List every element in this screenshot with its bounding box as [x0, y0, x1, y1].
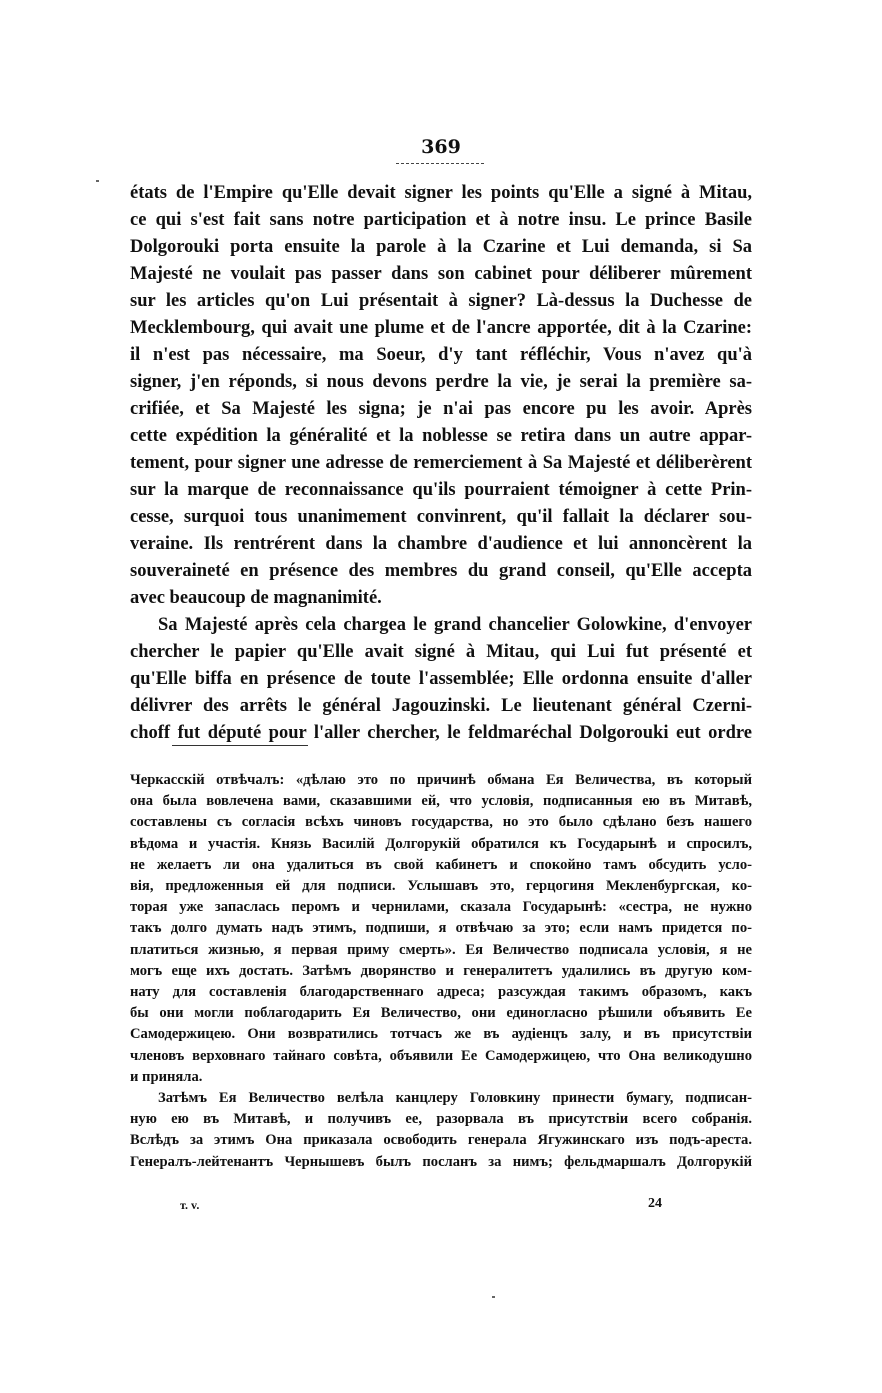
main-line: ce qui s'est fait sans notre participation et à notre insu. Le prince Basile — [130, 210, 752, 230]
main-line: il n'est pas nécessaire, ma Soeur, d'y tant réfléchir, Vous n'avez qu'à — [130, 345, 752, 365]
main-line: sur les articles qu'on Lui présentait à signer? Là-dessus la Duchesse de — [130, 291, 752, 311]
main-line: cesse, surquoi tous unanimement convinrent, qu'il fallait la déclarer sou- — [130, 507, 752, 527]
note-line: вія, предложенныя ей для подписи. Услышавъ это, герцогиня Мекленбургская, ко- — [130, 878, 752, 895]
main-line: états de l'Empire qu'Elle devait signer les points qu'Elle a signé à Mitau, — [130, 183, 752, 203]
scan-speck — [492, 1296, 495, 1298]
note-line: членовъ верховнаго тайнаго совѣта, объявили Ее Самодержицею, что Она великодушно — [130, 1047, 752, 1064]
sheet-number: 24 — [648, 1196, 662, 1211]
note-line: платиться жизнью, я первая приму смерть». Ея Величество подписала условія, я не — [130, 941, 752, 958]
notes-text — [130, 770, 752, 1173]
main-line: sur la marque de reconnaissance qu'ils pourraient témoigner à cette Prin- — [130, 480, 752, 500]
scan-speck — [96, 180, 99, 182]
note-line: вѣдома и участія. Князь Василій Долгорукій обратился къ Государынѣ и спросилъ, — [130, 835, 752, 852]
main-line: chercher le papier qu'Elle avait signé à Mitau, qui Lui fut présenté et — [130, 642, 752, 662]
note-line: Генералъ-лейтенантъ Чернышевъ былъ посланъ за нимъ; фельдмаршалъ Долгорукій — [130, 1153, 752, 1170]
note-line: торая уже запаслась перомъ и чернилами, сказала Государынѣ: «сестра, не нужно — [130, 899, 752, 916]
main-line: avec beaucoup de magnanimité. — [130, 588, 382, 608]
note-line: Самодержицею. Они возвратились тотчасъ же въ аудіенцъ залу, и въ присутствіи — [130, 1026, 752, 1043]
note-line: не желаетъ ли она удалиться въ свой кабинетъ и спокойно тамъ обсудить усло- — [130, 856, 752, 873]
main-line: cette expédition la généralité et la noblesse se retira dans un autre appar- — [130, 426, 752, 446]
main-line: tement, pour signer une adresse de remerciement à Sa Majesté et déliberèrent — [130, 453, 752, 473]
note-line: составлены съ согласія всѣхъ чиновъ государства, но это было сдѣлано безъ нашего — [130, 814, 752, 831]
main-line: Dolgorouki porta ensuite la parole à la Czarine et Lui demanda, si Sa — [130, 237, 752, 257]
main-line: Majesté ne voulait pas passer dans son cabinet pour déliberer mûrement — [130, 264, 752, 284]
signature-mark: т. v. — [180, 1198, 200, 1212]
main-line: Sa Majesté après cela chargea le grand chancelier Golowkine, d'envoyer — [158, 615, 752, 635]
page-number-rule — [396, 163, 484, 164]
main-line: veraine. Ils rentrérent dans la chambre d'audience et lui annoncèrent la — [130, 534, 752, 554]
main-text — [130, 180, 752, 747]
main-line: qu'Elle biffa en présence de toute l'assemblée; Elle ordonna ensuite d'aller — [130, 669, 752, 689]
note-line: могъ еще ихъ достать. Затѣмъ дворянство и генералитетъ удалились въ другую ком- — [130, 962, 752, 979]
page-number: 369 — [421, 136, 461, 158]
main-line: Mecklembourg, qui avait une plume et de l'ancre apportée, dit à la Czarine: — [130, 318, 752, 338]
note-line: Затѣмъ Ея Величество велѣла канцлеру Головкину принести бумагу, подписан- — [158, 1090, 752, 1107]
note-line: бы они могли поблагодарить Ея Величество, они единогласно рѣшили объявить Ее — [130, 1005, 752, 1022]
note-line: нату для составленія благодарственнаго адреса; разсуждая такимъ образомъ, какъ — [130, 984, 752, 1001]
note-line: такъ долго думать надъ этимъ, подпиши, я отвѣчаю за это; если намъ придется по- — [130, 920, 752, 937]
note-line: ную ею въ Митавѣ, и получивъ ее, разорвала въ присутствіи всего собранія. — [130, 1111, 752, 1128]
footnote-rule — [172, 745, 308, 746]
main-line: souveraineté en présence des membres du grand conseil, qu'Elle accepta — [130, 561, 752, 581]
note-line: она была вовлечена вами, сказавшими ей, что условія, подписанныя ею въ Митавѣ, — [130, 793, 752, 810]
main-line: signer, j'en réponds, si nous devons perdre la vie, je serai la première sa- — [130, 372, 752, 392]
main-line: crifiée, et Sa Majesté les signa; je n'ai pas encore pu les avoir. Après — [130, 399, 752, 419]
main-line: délivrer des arrêts le général Jagouzinski. Le lieutenant général Czerni- — [130, 696, 752, 716]
main-line: choff fut député pour l'aller chercher, le feldmaréchal Dolgorouki eut ordre — [130, 723, 752, 743]
note-line: Черкасскій отвѣчалъ: «дѣлаю это по причинѣ обмана Ея Величества, въ который — [130, 772, 752, 788]
note-line: и приняла. — [130, 1068, 203, 1085]
note-line: Вслѣдъ за этимъ Она приказала освободить генерала Ягужинскаго изъ подъ-ареста. — [130, 1132, 752, 1149]
